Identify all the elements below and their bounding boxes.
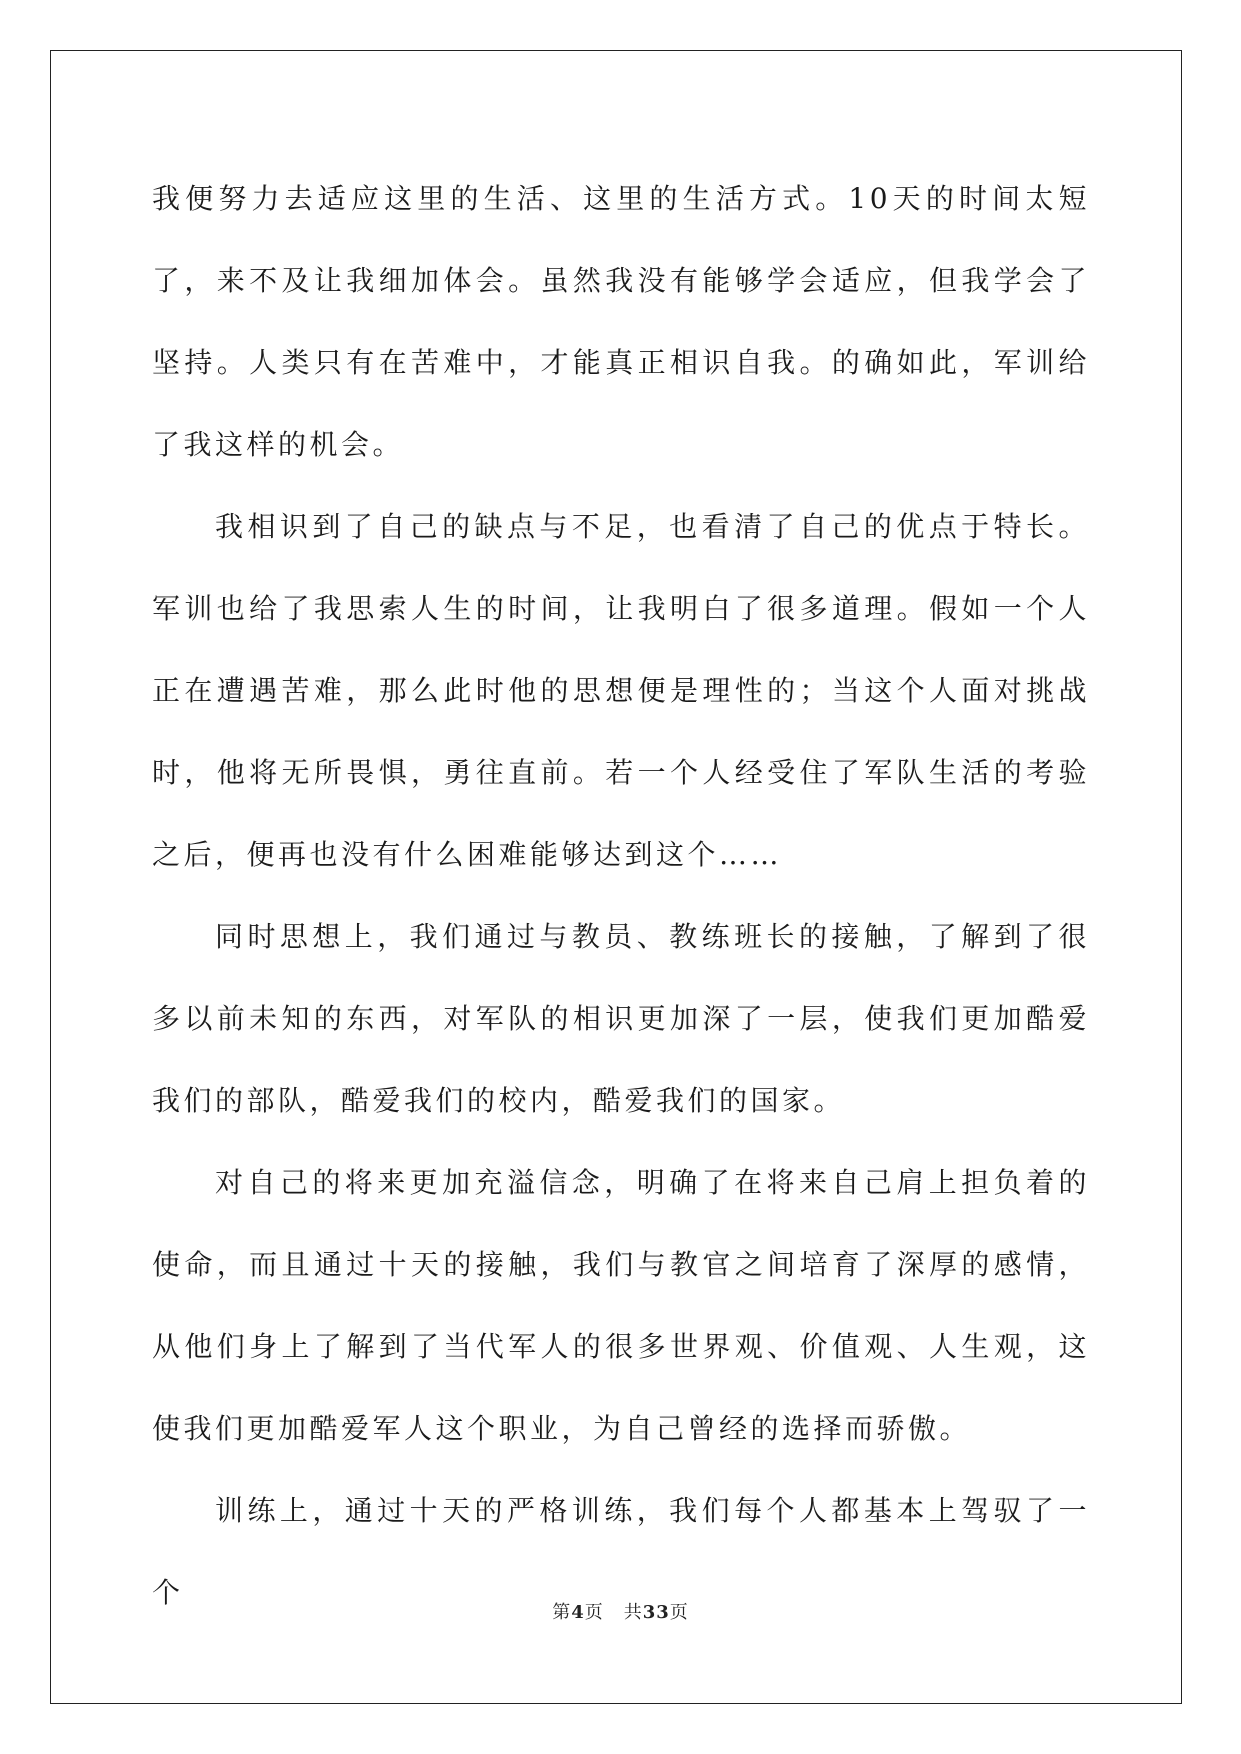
footer-page-suffix: 页 (584, 1602, 604, 1623)
paragraph-1: 我便努力去适应这里的生活、这里的生活方式。10天的时间太短了，来不及让我细加体会。虽然我没有能够学会适应，但我学会了坚持。人类只有在苦难中，才能真正相识自我。的确如此，军训给了我这样的机会。 (152, 182, 1090, 461)
footer-total-pages: 33 (642, 1602, 670, 1623)
paragraph-3: 同时思想上，我们通过与教员、教练班长的接触，了解到了很多以前未知的东西，对军队的相识更加深了一层，使我们更加酷爱我们的部队，酷爱我们的校内，酷爱我们的国家。 (152, 920, 1090, 1117)
paragraph-4: 对自己的将来更加充溢信念，明确了在将来自己肩上担负着的使命，而且通过十天的接触，我们与教官之间培育了深厚的感情，从他们身上了解到了当代军人的很多世界观、价值观、人生观，这使我们更加酷爱军人这个职业，为自己曾经的选择而骄傲。 (152, 1166, 1090, 1445)
footer-total-suffix: 页 (669, 1602, 689, 1623)
footer-total-prefix: 共 (623, 1602, 643, 1623)
page-footer (0, 1598, 1241, 1624)
footer-page-number: 4 (571, 1602, 585, 1623)
footer-prefix: 第 (552, 1602, 572, 1623)
document-body (152, 158, 1090, 1634)
paragraph-5: 训练上，通过十天的严格训练，我们每个人都基本上驾驭了一个 (152, 1494, 1090, 1609)
paragraph-2: 我相识到了自己的缺点与不足，也看清了自己的优点于特长。军训也给了我思索人生的时间，让我明白了很多道理。假如一个人正在遭遇苦难，那么此时他的思想便是理性的；当这个人面对挑战时，他将无所畏惧，勇往直前。若一个人经受住了军队生活的考验之后，便再也没有什么困难能够达到这个…… (152, 510, 1090, 871)
